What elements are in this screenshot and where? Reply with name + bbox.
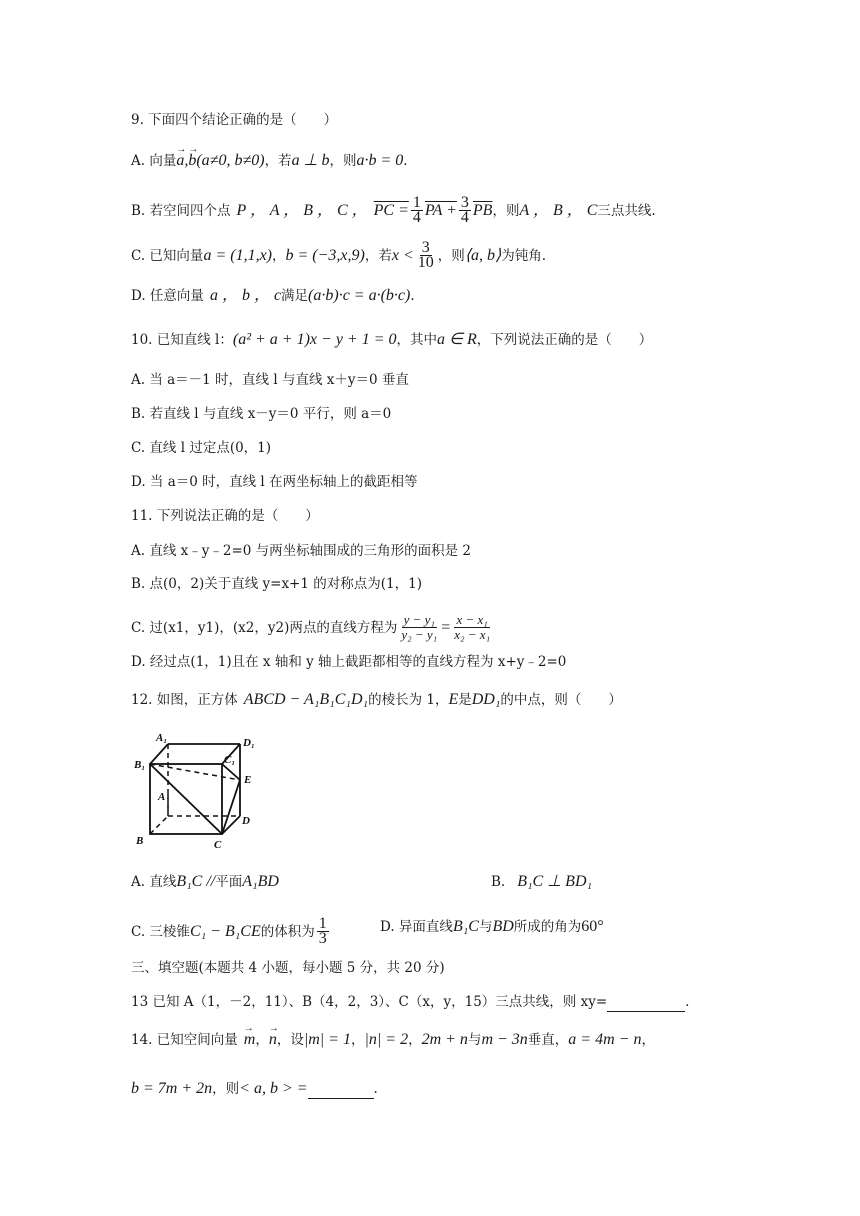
q14-comma2: ， — [350, 1032, 365, 1048]
q10-prefix: 10. 已知直线 l： — [131, 332, 233, 348]
q10-option-d: D. 当 a＝0 时，直线 l 在两坐标轴上的截距相等 — [131, 474, 418, 490]
q12-b-expr: B₁C ⊥ BD₁ — [517, 873, 593, 890]
q9-a-result: a·b = 0 — [356, 152, 404, 169]
q12-a-plane: 平面 — [215, 874, 243, 890]
q9-b-end: 三点共线. — [597, 202, 656, 219]
label-e: E — [244, 774, 252, 786]
q12-dd1: DD₁ — [471, 691, 501, 708]
q9-c-if: ，若 — [364, 247, 392, 264]
q11-option-b: B. 点(0，2)关于直线 y=x+1 的对称点为(1，1) — [131, 576, 422, 592]
q9-a-then: ，则 — [329, 153, 357, 169]
q10-domain: a ∈ R — [437, 331, 477, 348]
q9-d-satisfy: 满足 — [281, 288, 309, 304]
q9-stem-text: 9. 下面四个结论正确的是（ ） — [131, 112, 338, 128]
q9-d-vectors: a ， b ， c — [209, 287, 282, 304]
q14-comma1: ， — [255, 1032, 269, 1048]
q9-b-frac1: $\frac{1}{4}$ — [412, 194, 421, 226]
q12-option-d — [380, 917, 604, 937]
q9-c-vec-b: b = (−3,x,9) — [285, 246, 365, 264]
q14-and: 与 — [467, 1032, 482, 1048]
q13-answer-blank[interactable] — [607, 991, 685, 1012]
q12-is: 是 — [458, 692, 472, 708]
q12-edge: 的棱长为 1， — [368, 692, 449, 708]
q11-c-frac2: $\frac{\text{x − x₁}}{\text{x₂ − x₁}}$ — [454, 612, 491, 642]
q12-c-frac: $\frac{1}{3}$ — [318, 915, 327, 947]
q12-option-b — [491, 872, 592, 892]
q14-angle: < a, b > = — [239, 1079, 308, 1097]
q11-stem: 11. 下列说法正确的是（ ） — [131, 508, 319, 524]
q9-a-prefix: A. 向量 — [131, 153, 177, 169]
q9-a-vectors: → a,→ b — [176, 151, 196, 171]
q10-option-c: C. 直线 l 过定点(0，1) — [131, 440, 272, 456]
q12-option-a — [131, 872, 279, 892]
q14-perp: 垂直， — [527, 1032, 569, 1048]
q14-abs-n: |n| = 2 — [364, 1031, 409, 1048]
q9-option-b — [131, 196, 656, 225]
q10-where: ，其中 — [396, 332, 438, 348]
q9-c-prefix: C. 已知向量 — [131, 247, 204, 264]
q12-d-and: 与 — [478, 919, 493, 935]
q12-a-line: B₁C // — [176, 873, 216, 890]
q12-d-angle-text: 所成的角为 — [513, 919, 582, 935]
q14-end: . — [373, 1080, 378, 1097]
q12-option-c — [131, 917, 331, 946]
q12-cube: ABCD − A₁B₁C₁D₁ — [243, 691, 369, 708]
q14-expr2: m − 3n — [481, 1031, 528, 1048]
section-3-heading: 三、填空题(本题共 4 小题，每小题 5 分，共 20 分) — [131, 960, 445, 976]
label-d: D — [242, 815, 250, 827]
q14-abs-m: |m| = 1 — [303, 1031, 351, 1048]
q13-end: . — [685, 993, 690, 1010]
q9-c-x: x < — [391, 246, 414, 264]
label-b1: B₁ — [134, 759, 146, 771]
q12-d-angle: 60° — [581, 918, 604, 935]
q12-a-prefix: A. 直线 — [131, 874, 177, 890]
q9-b-then: ，则 — [492, 202, 520, 219]
q9-a-condition: (a≠0, b≠0) — [196, 152, 265, 169]
hidden-edge-b-a — [150, 816, 168, 834]
q9-c-angle: ⟨a, b⟩ — [464, 246, 502, 264]
q14-comma3: ， — [408, 1032, 422, 1048]
q9-b-frac2: $\frac{3}{4}$ — [460, 194, 469, 226]
q9-c-end: 为钝角. — [501, 247, 547, 264]
q9-b-prefix: B. 若空间四个点 — [131, 202, 231, 219]
q12-c-volume: 的体积为 — [260, 923, 315, 940]
q9-option-c — [131, 241, 546, 270]
q9-b-pc: PC = — [373, 201, 409, 219]
q13 — [131, 991, 689, 1012]
q12-prefix: 12. 如图，正方体 — [131, 692, 238, 708]
q14-answer-blank[interactable] — [308, 1078, 374, 1099]
q9-b-points2: A ， B ， C — [519, 201, 598, 219]
q9-a-perp: a ⊥ b — [291, 152, 330, 169]
q12-c-prefix: C. 三棱锥 — [131, 923, 190, 940]
q9-option-d — [131, 286, 415, 306]
q14-prefix: 14. 已知空间向量 — [131, 1032, 238, 1048]
q9-b-pa: PA + — [424, 201, 457, 219]
q13-text: 13 已知 A（1，－2，11）、B（4，2，3）、C（x，y，15）三点共线，则 xy= — [131, 993, 608, 1010]
q14-comma4: ， — [641, 1032, 655, 1048]
q9-d-equation: (a·b)·c = a·(b·c) — [308, 287, 411, 304]
q9-c-vec-a: a = (1,1,x) — [203, 246, 272, 264]
q9-d-prefix: D. 任意向量 — [131, 288, 204, 304]
q9-option-a — [131, 151, 408, 171]
q10-equation: (a² + a + 1)x − y + 1 = 0 — [232, 331, 397, 348]
label-d1: D₁ — [243, 737, 255, 749]
q9-b-points: P ， A ， B ， C ， — [236, 201, 368, 219]
q11-option-c — [131, 613, 494, 642]
q11-option-a: A. 直线 x﹣y﹣2=0 与两坐标轴围成的三角形的面积是 2 — [131, 543, 472, 559]
q10-suffix: ，下列说法正确的是（ ） — [476, 332, 653, 348]
q9-stem — [131, 110, 337, 130]
cube-figure — [128, 728, 268, 854]
q14-vec-b: b = 7m + 2n — [131, 1079, 213, 1097]
q10-option-b: B. 若直线 l 与直线 x－y＝0 平行，则 a＝0 — [131, 406, 392, 422]
q9-d-end: . — [410, 288, 415, 304]
q14-then: ，则 — [212, 1080, 240, 1097]
q9-c-comma: ， — [272, 247, 286, 264]
q12-a-plane-name: A₁BD — [242, 873, 279, 890]
label-c1: C₁ — [224, 754, 236, 766]
q14-line2 — [131, 1078, 378, 1099]
q11-option-d: D. 经过点(1，1)且在 x 轴和 y 轴上截距都相等的直线方程为 x+y﹣2=0 — [131, 654, 567, 670]
q9-a-end: . — [403, 153, 408, 169]
edge-b1-a1 — [150, 744, 168, 764]
q12-d-line1: B₁C — [452, 918, 479, 935]
q12-d-line2: BD — [492, 918, 514, 935]
q9-a-if: ，若 — [264, 153, 292, 169]
q14-vec-n: → n — [269, 1030, 277, 1050]
q14-expr1: 2m + n — [421, 1031, 468, 1048]
q14-vec-m: → m — [244, 1030, 256, 1050]
q12-d-prefix: D. 异面直线 — [380, 919, 453, 935]
q11-c-prefix: C. 过(x1，y1)，(x2，y2)两点的直线方程为 — [131, 619, 398, 636]
q12-stem — [131, 690, 622, 710]
q12-suffix: 的中点，则（ ） — [500, 692, 622, 708]
q10-stem — [131, 330, 652, 350]
label-a: A — [158, 791, 166, 803]
label-a1: A₁ — [156, 732, 168, 744]
q12-e: E — [448, 691, 459, 708]
q11-c-equals: = — [441, 618, 451, 636]
q12-b-prefix: B. — [491, 874, 506, 890]
label-c: C — [214, 839, 222, 851]
q9-c-frac: $\frac{3}{10}$ — [417, 239, 434, 271]
label-b: B — [136, 835, 144, 847]
q14-let: ，设 — [276, 1032, 304, 1048]
q14-line1 — [131, 1030, 655, 1050]
q10-option-a: A. 当 a＝－1 时，直线 l 与直线 x＋y＝0 垂直 — [131, 372, 409, 388]
q14-vec-a: a = 4m − n — [568, 1031, 642, 1048]
q12-c-pyramid: C₁ − B₁CE — [189, 922, 261, 940]
q9-c-then: ，则 — [437, 247, 465, 264]
q11-c-frac1: $\frac{\text{y − y₁}}{\text{y₂ − y₁}}$ — [401, 612, 438, 642]
q9-b-pb: $\overline{PB}$ — [472, 201, 493, 219]
